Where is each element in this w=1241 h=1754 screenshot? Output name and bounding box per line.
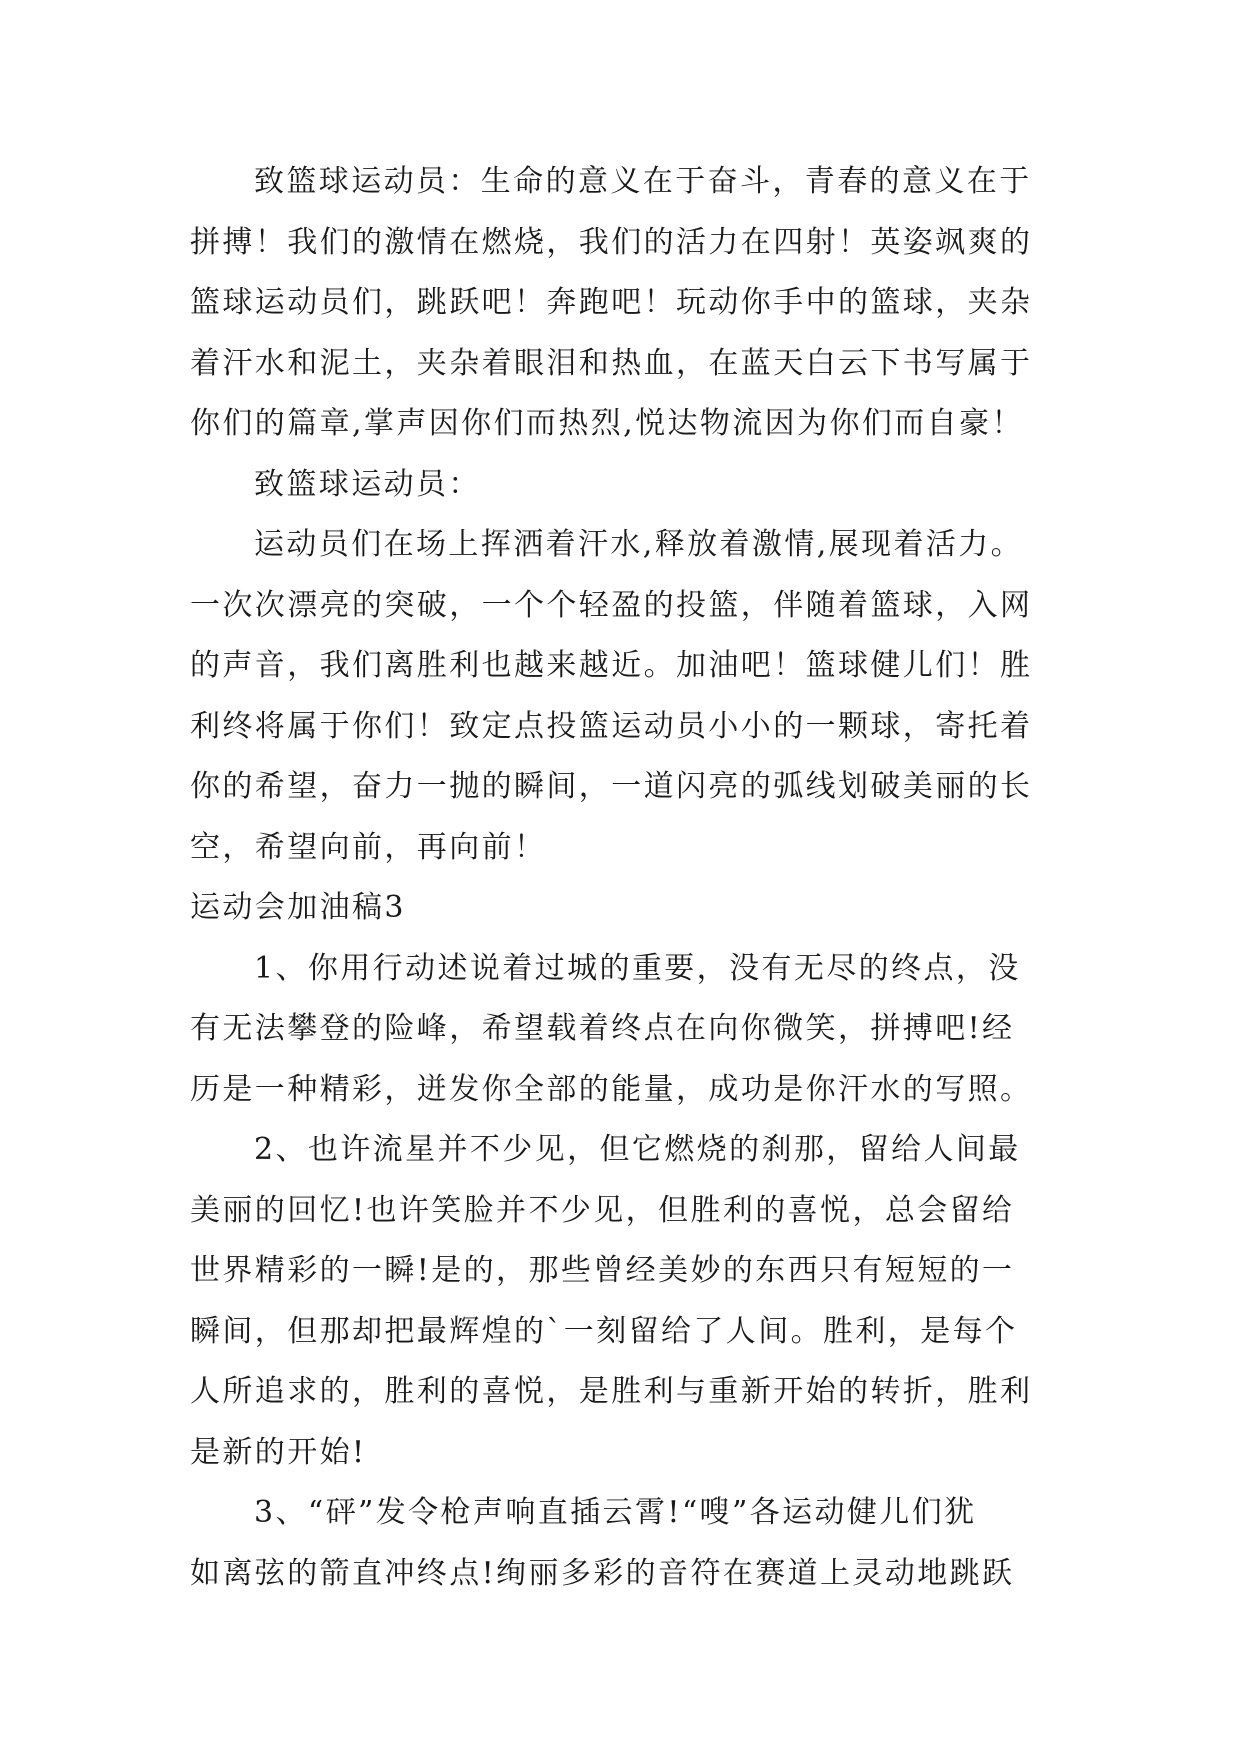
text-line: 有无法攀登的险峰，希望载着终点在向你微笑，拼搏吧!经 (190, 1011, 1015, 1046)
text-line: 人所追求的，胜利的喜悦，是胜利与重新开始的转折，胜利 (190, 1374, 1033, 1409)
paragraph-basketball-1 (190, 152, 1070, 455)
text-line: 美丽的回忆!也许笑脸并不少见，但胜利的喜悦，总会留给 (190, 1192, 1015, 1228)
paragraph-basketball-3 (190, 515, 1070, 878)
text-line: 历是一种精彩，迸发你全部的能量，成功是你汗水的写照。 (190, 1071, 1033, 1107)
text-line: 运动员们在场上挥洒着汗水,释放着激情,展现着活力。 (254, 527, 1024, 562)
heading-text: 运动会加油稿3 (190, 890, 406, 925)
text-line: 如离弦的箭直冲终点!绚丽多彩的音符在赛道上灵动地跳跃 (190, 1555, 1015, 1591)
text-line: 3、“砰”发令枪声响直插云霄!“嗖”各运动健儿们犹 (254, 1495, 977, 1530)
text-line: 致篮球运动员： (254, 466, 481, 502)
list-item-1 (190, 939, 1070, 1121)
text-line: 空，希望向前，再向前！ (190, 829, 547, 865)
document-body (190, 152, 1070, 1604)
text-line: 着汗水和泥土，夹杂着眼泪和热血，在蓝天白云下书写属于 (190, 345, 1033, 381)
section-heading (190, 878, 1070, 939)
text-line: 篮球运动员们，跳跃吧！奔跑吧！玩动你手中的篮球，夹杂 (190, 285, 1033, 320)
text-line: 你的希望，奋力一抛的瞬间，一道闪亮的弧线划破美丽的长 (190, 769, 1033, 804)
text-line: 1、你用行动述说着过城的重要，没有无尽的终点，没 (254, 950, 1021, 986)
list-item-2 (190, 1120, 1070, 1483)
text-line: 的声音，我们离胜利也越来越近。加油吧！篮球健儿们！胜 (190, 648, 1033, 683)
text-line: 瞬间，但那却把最辉煌的`一刻留给了人间。胜利，是每个 (190, 1313, 1018, 1349)
text-line: 致篮球运动员：生命的意义在于奋斗，青春的意义在于 (254, 164, 1032, 199)
list-item-3 (190, 1483, 1070, 1604)
paragraph-basketball-2 (190, 455, 1070, 516)
text-line: 世界精彩的一瞬!是的，那些曾经美妙的东西只有短短的一 (190, 1253, 1015, 1288)
text-line: 利终将属于你们！致定点投篮运动员小小的一颗球，寄托着 (190, 708, 1033, 744)
text-line: 一次次漂亮的突破，一个个轻盈的投篮，伴随着篮球，入网 (190, 587, 1033, 623)
text-line: 你们的篇章,掌声因你们而热烈,悦达物流因为你们而自豪！ (190, 406, 1024, 441)
text-line: 是新的开始! (190, 1434, 367, 1470)
text-line: 拼搏！我们的激情在燃烧，我们的活力在四射！英姿飒爽的 (190, 224, 1033, 260)
text-line: 2、也许流星并不少见，但它燃烧的刹那，留给人间最 (254, 1132, 1021, 1167)
